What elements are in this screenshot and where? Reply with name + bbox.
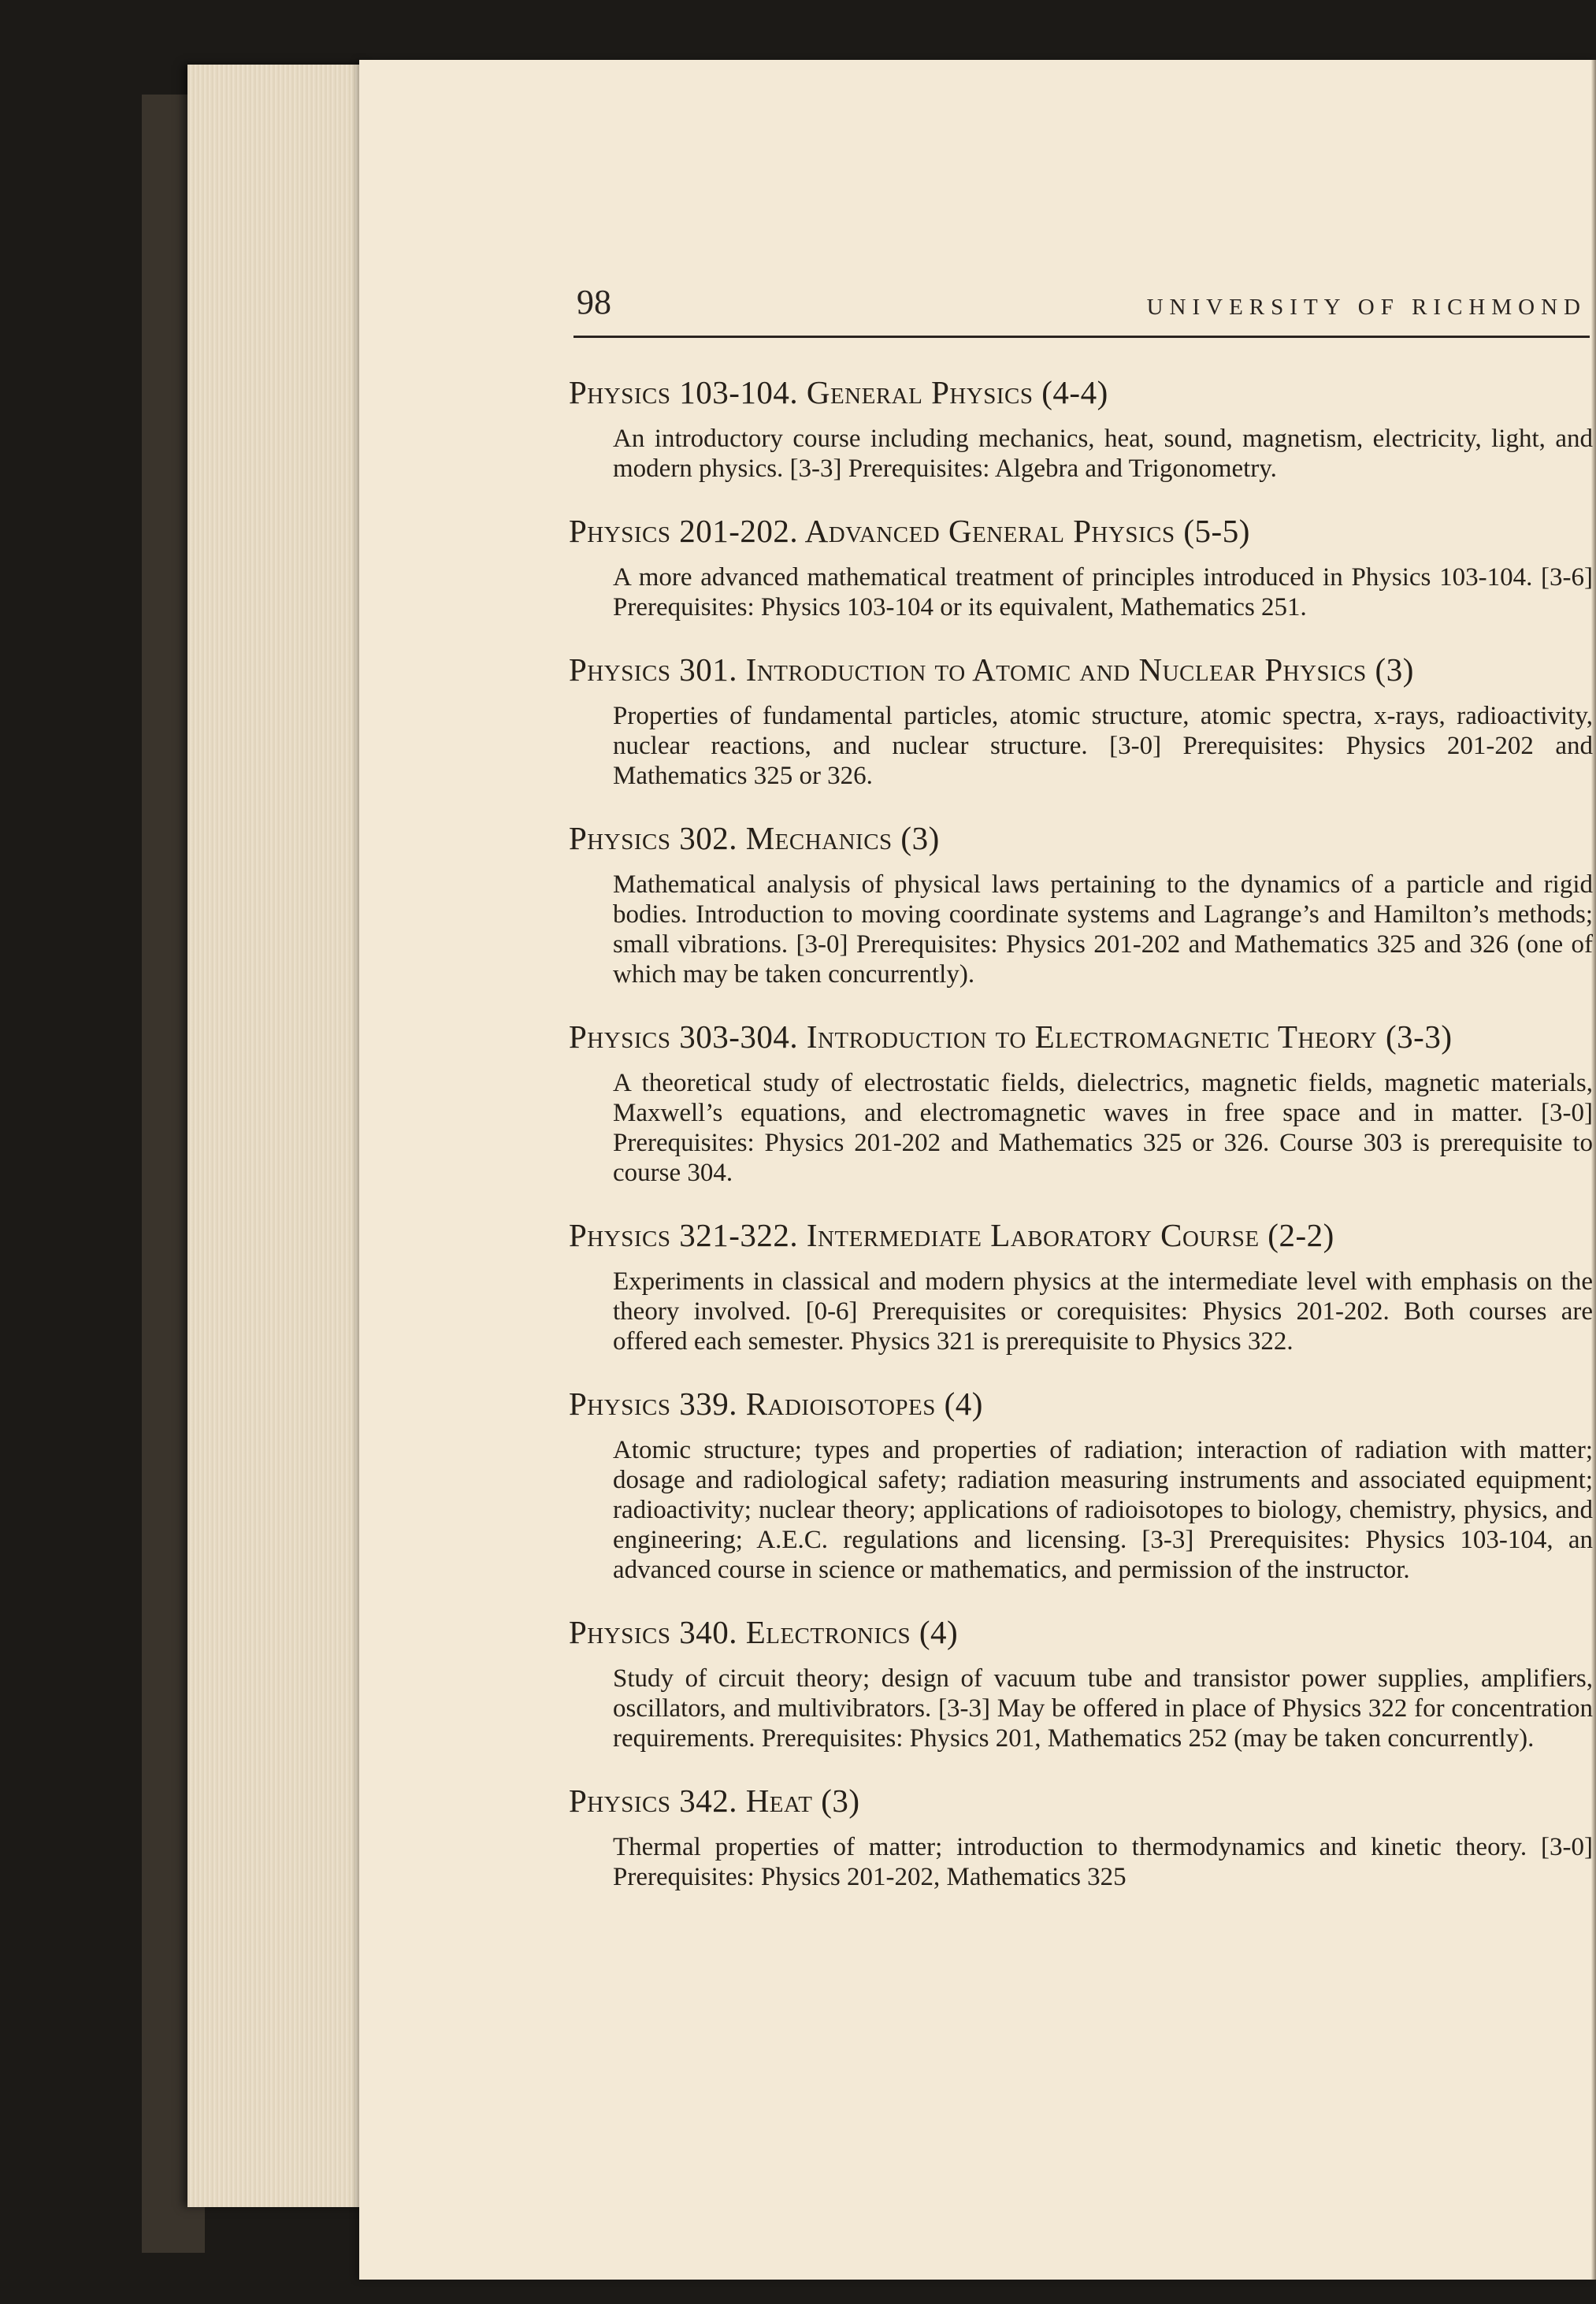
course-description: Study of circuit theory; design of vacuum tube and transistor power supplies, amplifiers, oscillators, and multivibrators. [3-3] May be offered in place of Physics 322 for concentration requirements. Prerequisites: Physics 201, Mathematics 252 (may be taken concurrently). [613, 1664, 1593, 1753]
course-title: Physics 321-322. Intermediate Laboratory Course (2-2) [569, 1217, 1334, 1253]
course-entry [569, 1383, 1593, 1585]
course-description: Experiments in classical and modern physics at the intermediate level with emphasis on the theory involved. [0-6] Prerequisites or corequisites: Physics 201-202. Both courses are offered each semester. Physics 321 is prerequisite to Physics 322. [613, 1267, 1593, 1356]
course-entry [569, 1612, 1593, 1753]
course-entry [569, 1016, 1593, 1188]
course-title: Physics 342. Heat (3) [569, 1783, 860, 1819]
book-page [359, 60, 1596, 2280]
course-entry [569, 510, 1593, 622]
course-title: Physics 339. Radioisotopes (4) [569, 1386, 983, 1422]
course-list [569, 372, 1593, 1919]
course-description: An introductory course including mechanics, heat, sound, magnetism, electricity, light, and modern physics. [3-3] Prerequisites: Algebra and Trigonometry. [613, 425, 1593, 483]
course-description: Properties of fundamental particles, atomic structure, atomic spectra, x-rays, radioactivity, nuclear reactions, and nuclear structure. [3-0] Prerequisites: Physics 201-202 and Mathematics 325 or 326. [613, 702, 1593, 790]
course-title: Physics 302. Mechanics (3) [569, 820, 940, 856]
page-header [573, 282, 1590, 338]
course-entry [569, 1780, 1593, 1892]
course-description: A theoretical study of electrostatic fields, dielectrics, magnetic fields, magnetic materials, Maxwell’s equations, and electromagnetic waves in free space and in matter. [3-0] Prerequisites: Physics 201-202 and Mathematics 325 or 326. Course 303 is prerequisite to course 304. [613, 1069, 1593, 1187]
course-title: Physics 301. Introduction to Atomic and Nuclear Physics (3) [569, 651, 1414, 688]
course-entry [569, 372, 1593, 484]
course-entry [569, 1215, 1593, 1356]
course-description: Mathematical analysis of physical laws pertaining to the dynamics of a particle and rigid bodies. Introduction to moving coordinate systems and Lagrange’s and Hamilton’s methods; small vibrations. [3-0] Prerequisites: Physics 201-202 and Mathematics 325 and 326 (one of which may be taken concurrently). [613, 870, 1593, 989]
course-title: Physics 303-304. Introduction to Electromagnetic Theory (3-3) [569, 1018, 1453, 1055]
course-description: A more advanced mathematical treatment of principles introduced in Physics 103-104. [3-6] Prerequisites: Physics 103-104 or its equivalent, Mathematics 251. [613, 563, 1593, 621]
running-head: UNIVERSITY OF RICHMOND [1146, 295, 1587, 320]
page-stack-edge [187, 65, 370, 2207]
course-entry [569, 649, 1593, 791]
course-description: Thermal properties of matter; introduction to thermodynamics and kinetic theory. [3-0] Prerequisites: Physics 201-202, Mathematics 325 [613, 1833, 1593, 1891]
course-title: Physics 340. Electronics (4) [569, 1614, 959, 1650]
course-entry [569, 818, 1593, 989]
course-description: Atomic structure; types and properties of radiation; interaction of radiation with matter; dosage and radiological safety; radiation measuring instruments and associated equipment; radioactivity; nuclear theory; applications of radioisotopes to biology, chemistry, physics, and engineering; A.E.C. regulations and licensing. [3-3] Prerequisites: Physics 103-104, an advanced course in science or mathematics, and permission of the instructor. [613, 1436, 1593, 1584]
course-title: Physics 201-202. Advanced General Physics (5-5) [569, 513, 1250, 549]
course-title: Physics 103-104. General Physics (4-4) [569, 374, 1108, 410]
page-number: 98 [577, 283, 611, 321]
